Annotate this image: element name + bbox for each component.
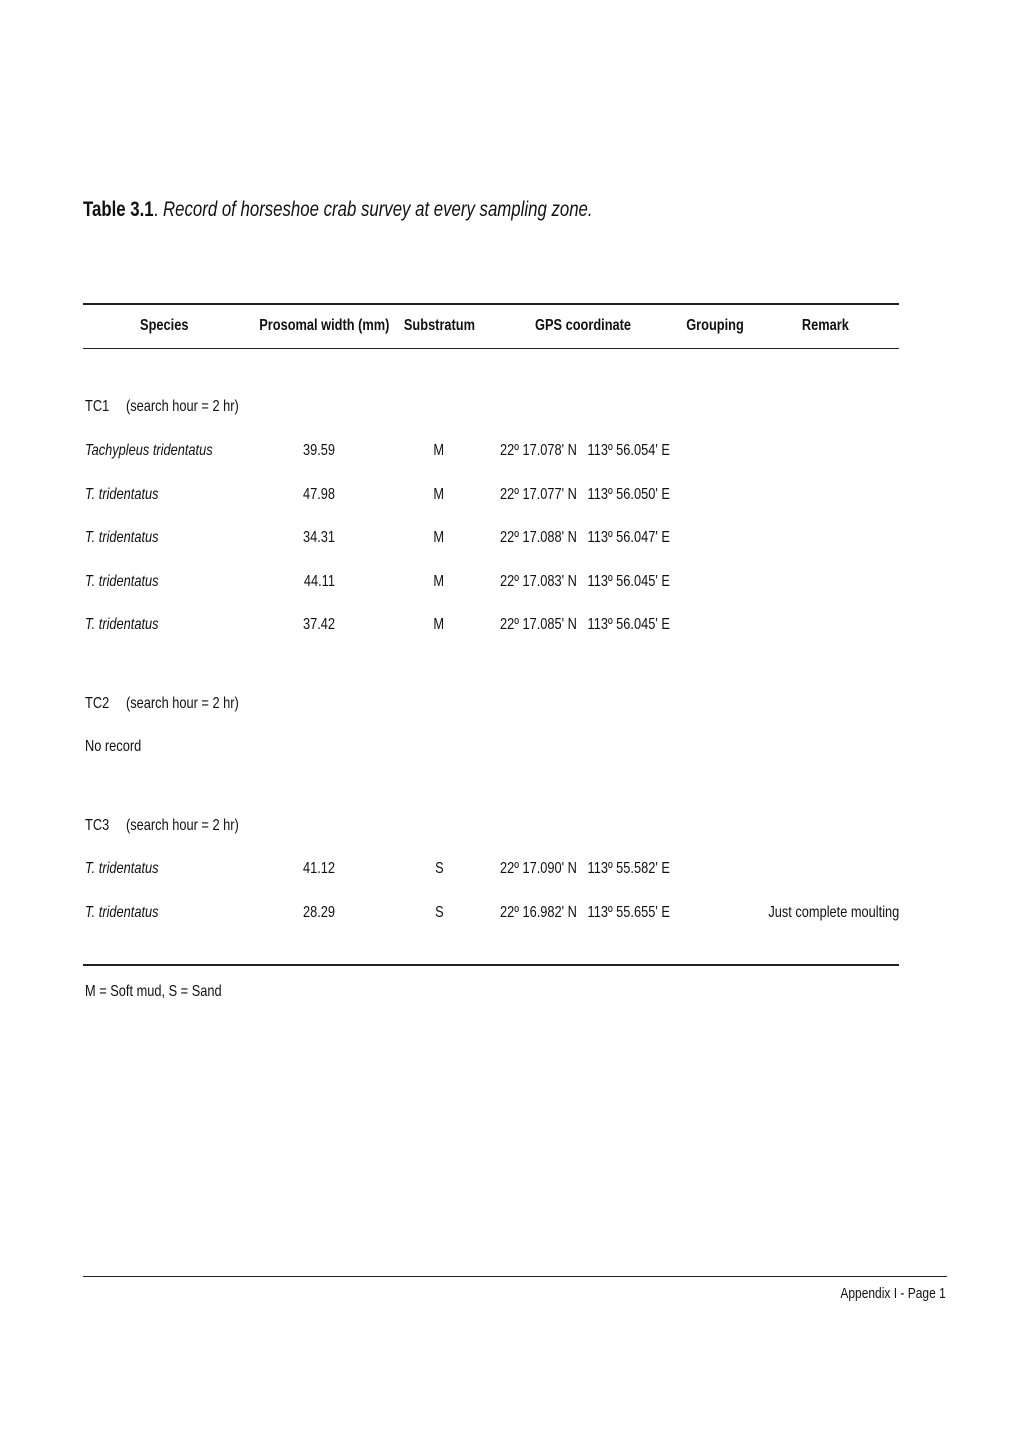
gps-latitude: 22º 17.083' N xyxy=(500,573,577,590)
gps-longitude: 113º 56.045' E xyxy=(587,573,670,590)
prosomal-width-cell: 28.29 xyxy=(302,904,336,921)
gps-latitude: 22º 17.088' N xyxy=(500,529,577,546)
species-cell: T. tridentatus xyxy=(85,573,159,590)
species-cell: T. tridentatus xyxy=(85,486,159,503)
gps-longitude: 113º 56.045' E xyxy=(587,616,670,633)
gps-latitude: 22º 17.085' N xyxy=(500,616,577,633)
header-remark: Remark xyxy=(801,317,849,334)
zone-search-hours: (search hour = 2 hr) xyxy=(126,817,239,834)
gps-longitude: 113º 56.054' E xyxy=(587,442,670,459)
substratum-cell: M xyxy=(433,442,445,459)
gps-cell xyxy=(500,615,712,635)
substratum-cell: S xyxy=(434,904,444,921)
gps-longitude: 113º 56.050' E xyxy=(587,486,670,503)
gps-latitude: 22º 17.077' N xyxy=(500,486,577,503)
gps-cell xyxy=(500,485,712,505)
gps-cell xyxy=(500,572,712,592)
substratum-cell: M xyxy=(433,616,445,633)
table-header-rule xyxy=(83,348,899,349)
gps-cell xyxy=(500,903,712,923)
caption-separator: . xyxy=(153,198,163,221)
substratum-cell: M xyxy=(433,529,445,546)
no-record-text: No record xyxy=(85,738,142,755)
gps-latitude: 22º 17.078' N xyxy=(500,442,577,459)
prosomal-width-cell: 47.98 xyxy=(302,486,336,503)
table-row xyxy=(0,859,1020,883)
table-row xyxy=(0,528,1020,552)
header-grouping: Grouping xyxy=(686,317,744,334)
footer-rule xyxy=(83,1276,947,1277)
caption-label: Table 3.1 xyxy=(83,198,154,221)
header-species: Species xyxy=(139,317,189,334)
species-cell: T. tridentatus xyxy=(85,860,159,877)
gps-longitude: 113º 55.655' E xyxy=(587,904,670,921)
table-row xyxy=(0,441,1020,465)
table-bottom-rule xyxy=(83,964,899,966)
gps-cell xyxy=(500,441,712,461)
gps-longitude: 113º 56.047' E xyxy=(587,529,670,546)
table-row xyxy=(0,615,1020,639)
gps-latitude: 22º 17.090' N xyxy=(500,860,577,877)
zone-label: TC1 xyxy=(85,398,110,415)
header-substratum: Substratum xyxy=(403,317,476,334)
gps-cell xyxy=(500,859,712,879)
zone-search-hours: (search hour = 2 hr) xyxy=(126,398,239,415)
table-footnote: M = Soft mud, S = Sand xyxy=(85,983,222,1000)
substratum-cell: M xyxy=(433,486,445,503)
table-row xyxy=(0,903,1020,927)
prosomal-width-cell: 39.59 xyxy=(302,442,336,459)
substratum-cell: S xyxy=(434,860,444,877)
species-cell: T. tridentatus xyxy=(85,529,159,546)
gps-latitude: 22º 16.982' N xyxy=(500,904,577,921)
remark-cell: Just complete moulting xyxy=(768,904,900,921)
zone-search-hours: (search hour = 2 hr) xyxy=(126,695,239,712)
gps-cell xyxy=(500,528,712,548)
prosomal-width-cell: 37.42 xyxy=(302,616,336,633)
page-number: Appendix I - Page 1 xyxy=(840,1285,946,1302)
gps-longitude: 113º 55.582' E xyxy=(587,860,670,877)
table-header-row xyxy=(0,316,1020,340)
table-row xyxy=(0,572,1020,596)
zone-heading xyxy=(0,694,1020,718)
table-row xyxy=(0,485,1020,509)
species-cell: Tachypleus tridentatus xyxy=(85,442,213,459)
zone-heading xyxy=(0,816,1020,840)
prosomal-width-cell: 41.12 xyxy=(302,860,336,877)
zone-label: TC3 xyxy=(85,817,110,834)
header-gps-coordinate: GPS coordinate xyxy=(534,317,632,334)
species-cell: T. tridentatus xyxy=(85,904,159,921)
species-cell: T. tridentatus xyxy=(85,616,159,633)
table-caption xyxy=(83,197,720,223)
prosomal-width-cell: 34.31 xyxy=(302,529,336,546)
table-top-rule xyxy=(83,303,899,305)
prosomal-width-cell: 44.11 xyxy=(303,573,335,590)
substratum-cell: M xyxy=(433,573,445,590)
zone-label: TC2 xyxy=(85,695,110,712)
no-record-row xyxy=(0,737,1020,761)
zone-heading xyxy=(0,397,1020,421)
caption-text: Record of horseshoe crab survey at every sampling zone. xyxy=(163,198,593,221)
header-prosomal-width: Prosomal width (mm) xyxy=(259,317,390,334)
